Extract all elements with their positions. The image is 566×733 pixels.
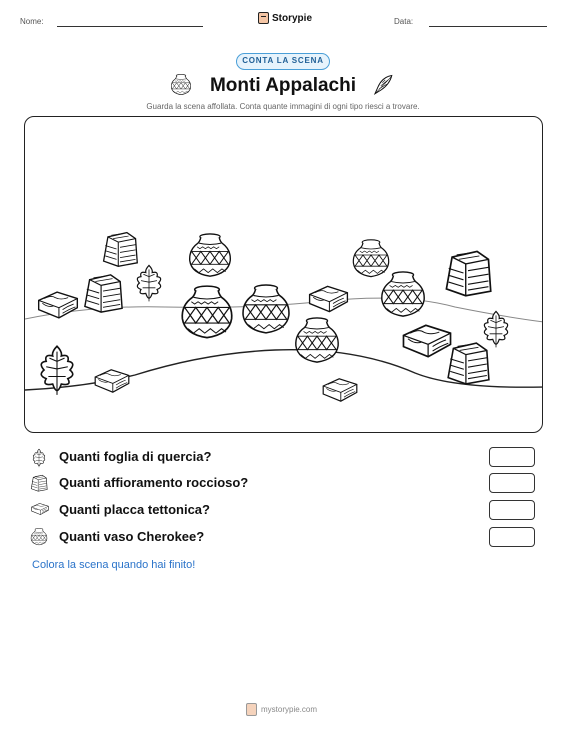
cherokee-pot-icon	[30, 528, 48, 546]
oak-leaf	[137, 265, 160, 301]
brand	[258, 12, 312, 24]
scene-badge: CONTA LA SCENA	[236, 53, 330, 70]
cherokee-pot	[296, 318, 338, 362]
feather-icon	[372, 73, 394, 97]
date-label: Data:	[394, 17, 414, 26]
cherokee-pot	[353, 240, 388, 277]
name-field[interactable]	[57, 26, 203, 27]
oak-leaf-icon	[30, 448, 48, 468]
date-field[interactable]	[429, 26, 547, 27]
page-title: Monti Appalachi	[209, 75, 357, 96]
answer-box[interactable]	[489, 500, 535, 520]
question-text: Quanti placca tettonica?	[59, 502, 210, 517]
name-label: Nome:	[20, 17, 44, 26]
counting-scene	[24, 116, 543, 433]
question-row	[30, 527, 540, 547]
tectonic-plate	[39, 292, 78, 318]
title-row	[0, 72, 566, 100]
cherokee-pot	[182, 286, 231, 338]
page-subtitle: Guarda la scena affollata. Conta quante immagini di ogni tipo riesci a trovare.	[146, 102, 420, 111]
cherokee-pot	[243, 285, 289, 333]
question-row	[30, 447, 540, 467]
storypie-logo-icon	[258, 12, 269, 24]
oak-leaf	[41, 346, 72, 395]
cherokee-pot	[382, 272, 424, 316]
answer-box[interactable]	[489, 473, 535, 493]
tectonic-plate	[310, 286, 348, 311]
rock-outcrop	[85, 275, 122, 312]
storypie-logo-icon	[246, 703, 257, 716]
rock-outcrop	[104, 233, 138, 267]
header-bar	[0, 10, 566, 30]
rock-outcrop	[446, 251, 490, 295]
question-text: Quanti foglia di quercia?	[59, 449, 212, 464]
tectonic-plate	[323, 379, 357, 401]
tectonic-plate-icon	[30, 501, 50, 517]
question-text: Quanti affioramento roccioso?	[59, 475, 249, 490]
tectonic-plate	[95, 370, 129, 392]
tectonic-plate	[403, 325, 450, 356]
coloring-instruction: Colora la scena quando hai finito!	[32, 559, 196, 571]
question-text: Quanti vaso Cherokee?	[59, 529, 205, 544]
footer-url: mystorypie.com	[261, 705, 318, 714]
scene-illustration	[25, 117, 543, 433]
question-row	[30, 473, 540, 493]
rock-outcrop-icon	[30, 474, 48, 492]
answer-box[interactable]	[489, 447, 535, 467]
oak-leaf	[484, 311, 507, 347]
footer	[0, 703, 566, 719]
answer-box[interactable]	[489, 527, 535, 547]
cherokee-pot	[190, 234, 231, 276]
brand-name: Storypie	[272, 12, 313, 24]
cherokee-pot-icon	[170, 74, 192, 96]
question-row	[30, 500, 540, 520]
rock-outcrop	[448, 343, 489, 384]
